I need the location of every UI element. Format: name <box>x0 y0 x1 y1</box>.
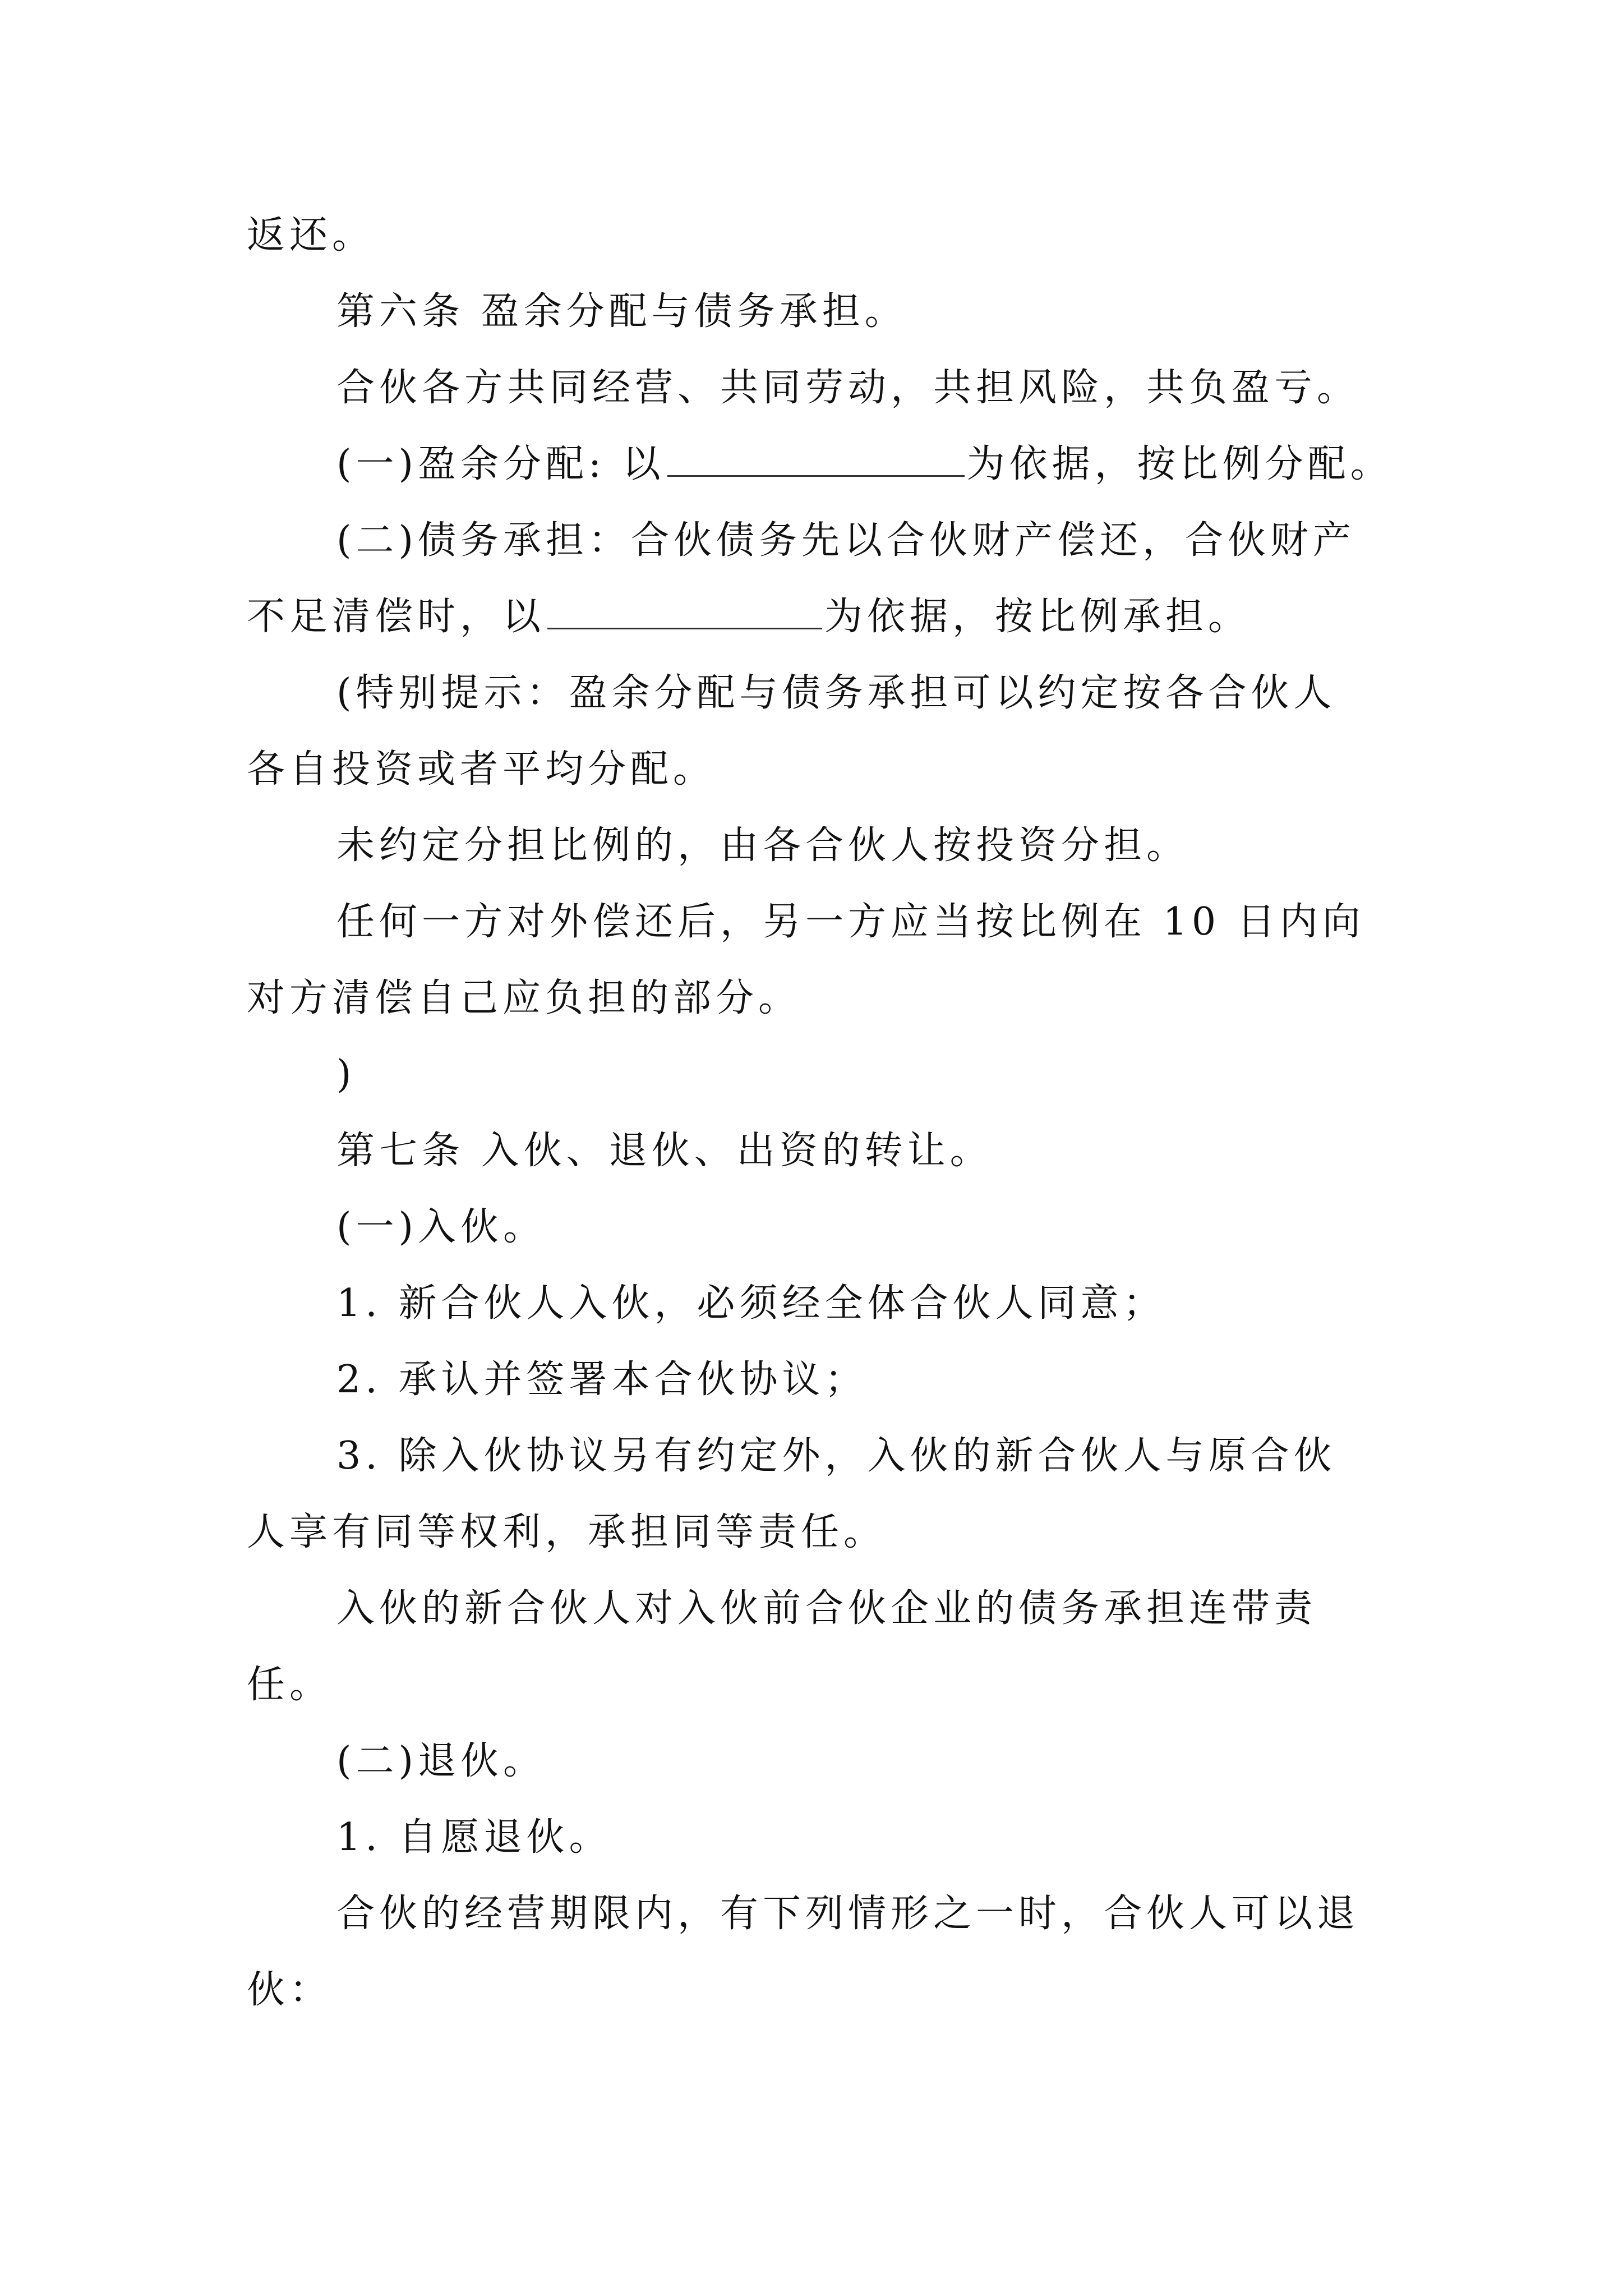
text-line: 各自投资或者平均分配。 <box>247 747 716 792</box>
list-item: 3. 除入伙协议另有约定外，入伙的新合伙人与原合伙 <box>336 1434 1336 1478</box>
debt-clause-continued <box>247 592 1251 642</box>
list-item: 1. 自愿退伙。 <box>336 1815 612 1860</box>
text-line: 伙： <box>247 1968 333 2012</box>
profit-distribution-clause <box>336 439 1393 490</box>
text-line: 对方清偿自己应负担的部分。 <box>247 976 801 1020</box>
section-heading: (二)退伙。 <box>336 1739 546 1783</box>
list-item: 1. 新合伙人入伙，必须经全体合伙人同意； <box>336 1281 1166 1326</box>
clause-text: (一)盈余分配: 以 <box>336 442 665 486</box>
text-line: 未约定分担比例的，由各合伙人按投资分担。 <box>336 823 1189 868</box>
text-line: 合伙各方共同经营、共同劳动，共担风险，共负盈亏。 <box>336 366 1360 410</box>
debt-clause: (二)债务承担：合伙债务先以合伙财产偿还，合伙财产 <box>336 518 1356 563</box>
clause-text: 不足清偿时，以 <box>247 595 546 639</box>
special-note: (特别提示：盈余分配与债务承担可以约定按各合伙人 <box>336 671 1336 715</box>
text-line: 入伙的新合伙人对入伙前合伙企业的债务承担连带责 <box>336 1586 1317 1631</box>
text-line: 合伙的经营期限内，有下列情形之一时，合伙人可以退 <box>336 1892 1360 1936</box>
text-line: 返还。 <box>247 213 375 257</box>
text-line: 人享有同等权利，承担同等责任。 <box>247 1510 887 1554</box>
list-item: 2. 承认并签署本合伙协议； <box>336 1358 868 1402</box>
article-6-heading: 第六条 盈余分配与债务承担。 <box>336 289 907 334</box>
fill-in-blank[interactable] <box>547 593 822 629</box>
text-line: 任。 <box>247 1663 333 1707</box>
article-7-heading: 第七条 入伙、退伙、出资的转让。 <box>336 1129 993 1173</box>
text-line: ) <box>336 1052 356 1097</box>
section-heading: (一)入伙。 <box>336 1205 546 1249</box>
clause-text: 为依据，按比例分配。 <box>966 442 1393 486</box>
clause-text: 为依据，按比例承担。 <box>824 595 1251 639</box>
fill-in-blank[interactable] <box>667 440 965 477</box>
text-line: 任何一方对外偿还后，另一方应当按比例在 10 日内向 <box>336 900 1365 944</box>
